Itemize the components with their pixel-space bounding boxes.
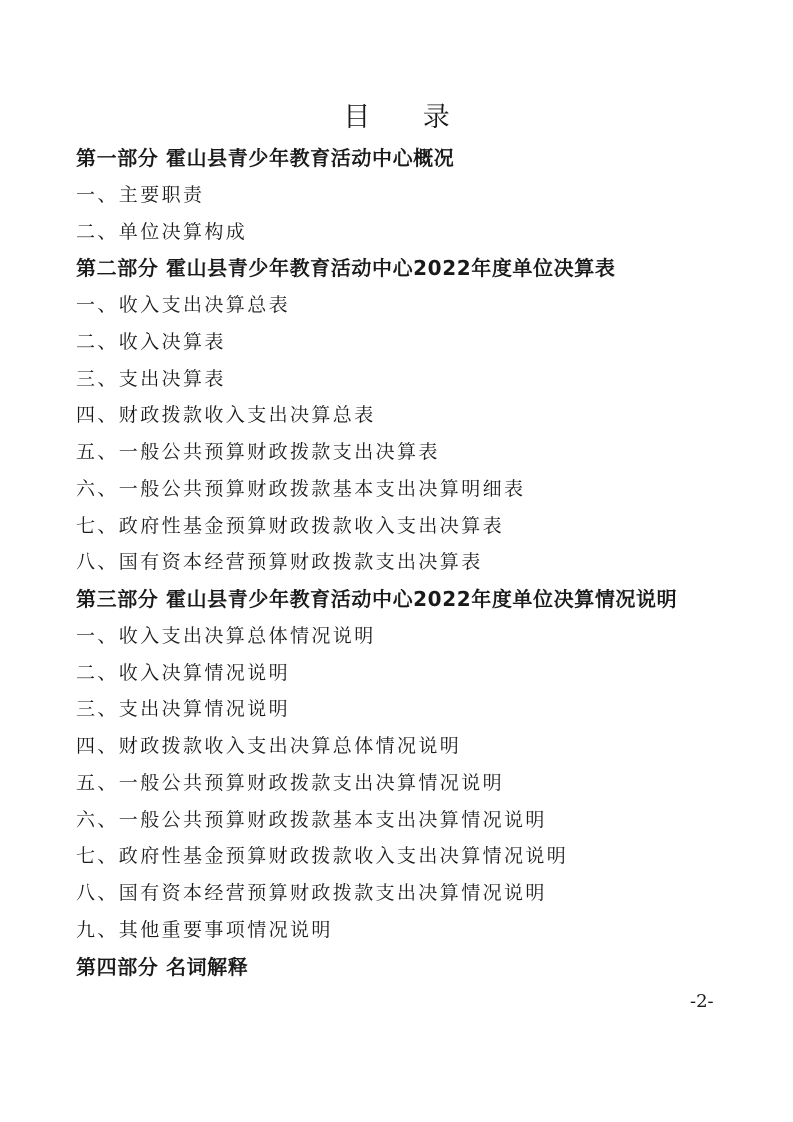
section-heading-part-2[interactable]: 第二部分 霍山县青少年教育活动中心2022年度单位决算表 xyxy=(76,256,616,281)
toc-item[interactable]: 五、一般公共预算财政拨款支出决算表 xyxy=(76,441,440,463)
toc-item[interactable]: 七、政府性基金预算财政拨款收入支出决算情况说明 xyxy=(76,845,569,868)
toc-item[interactable]: 一、收入支出决算总体情况说明 xyxy=(76,624,376,647)
toc-item[interactable]: 二、收入决算表 xyxy=(76,330,226,353)
toc-item[interactable]: 三、支出决算表 xyxy=(76,367,226,390)
toc-item[interactable]: 八、国有资本经营预算财政拨款支出决算表 xyxy=(76,551,483,574)
toc-item[interactable]: 四、财政拨款收入支出决算总表 xyxy=(76,404,376,427)
page-number: -2- xyxy=(690,991,714,1012)
table-of-contents xyxy=(76,140,736,985)
toc-item[interactable]: 一、主要职责 xyxy=(76,183,205,206)
section-heading-part-4[interactable]: 第四部分 名词解释 xyxy=(76,954,249,979)
toc-item[interactable]: 四、财政拨款收入支出决算总体情况说明 xyxy=(76,735,462,757)
toc-item[interactable]: 七、政府性基金预算财政拨款收入支出决算表 xyxy=(76,514,505,537)
toc-item[interactable]: 二、收入决算情况说明 xyxy=(76,661,291,684)
toc-item[interactable]: 六、一般公共预算财政拨款基本支出决算明细表 xyxy=(76,477,526,500)
toc-item[interactable]: 六、一般公共预算财政拨款基本支出决算情况说明 xyxy=(76,808,547,831)
toc-item[interactable]: 一、收入支出决算总表 xyxy=(76,294,291,316)
toc-item[interactable]: 三、支出决算情况说明 xyxy=(76,698,291,721)
section-heading-part-1[interactable]: 第一部分 霍山县青少年教育活动中心概况 xyxy=(76,146,455,170)
toc-item[interactable]: 八、国有资本经营预算财政拨款支出决算情况说明 xyxy=(76,882,547,904)
toc-item[interactable]: 五、一般公共预算财政拨款支出决算情况说明 xyxy=(76,771,505,794)
section-heading-part-3[interactable]: 第三部分 霍山县青少年教育活动中心2022年度单位决算情况说明 xyxy=(76,587,678,611)
toc-title: 目 录 xyxy=(343,102,472,133)
toc-item[interactable]: 二、单位决算构成 xyxy=(76,220,248,243)
toc-item[interactable]: 九、其他重要事项情况说明 xyxy=(76,918,333,941)
